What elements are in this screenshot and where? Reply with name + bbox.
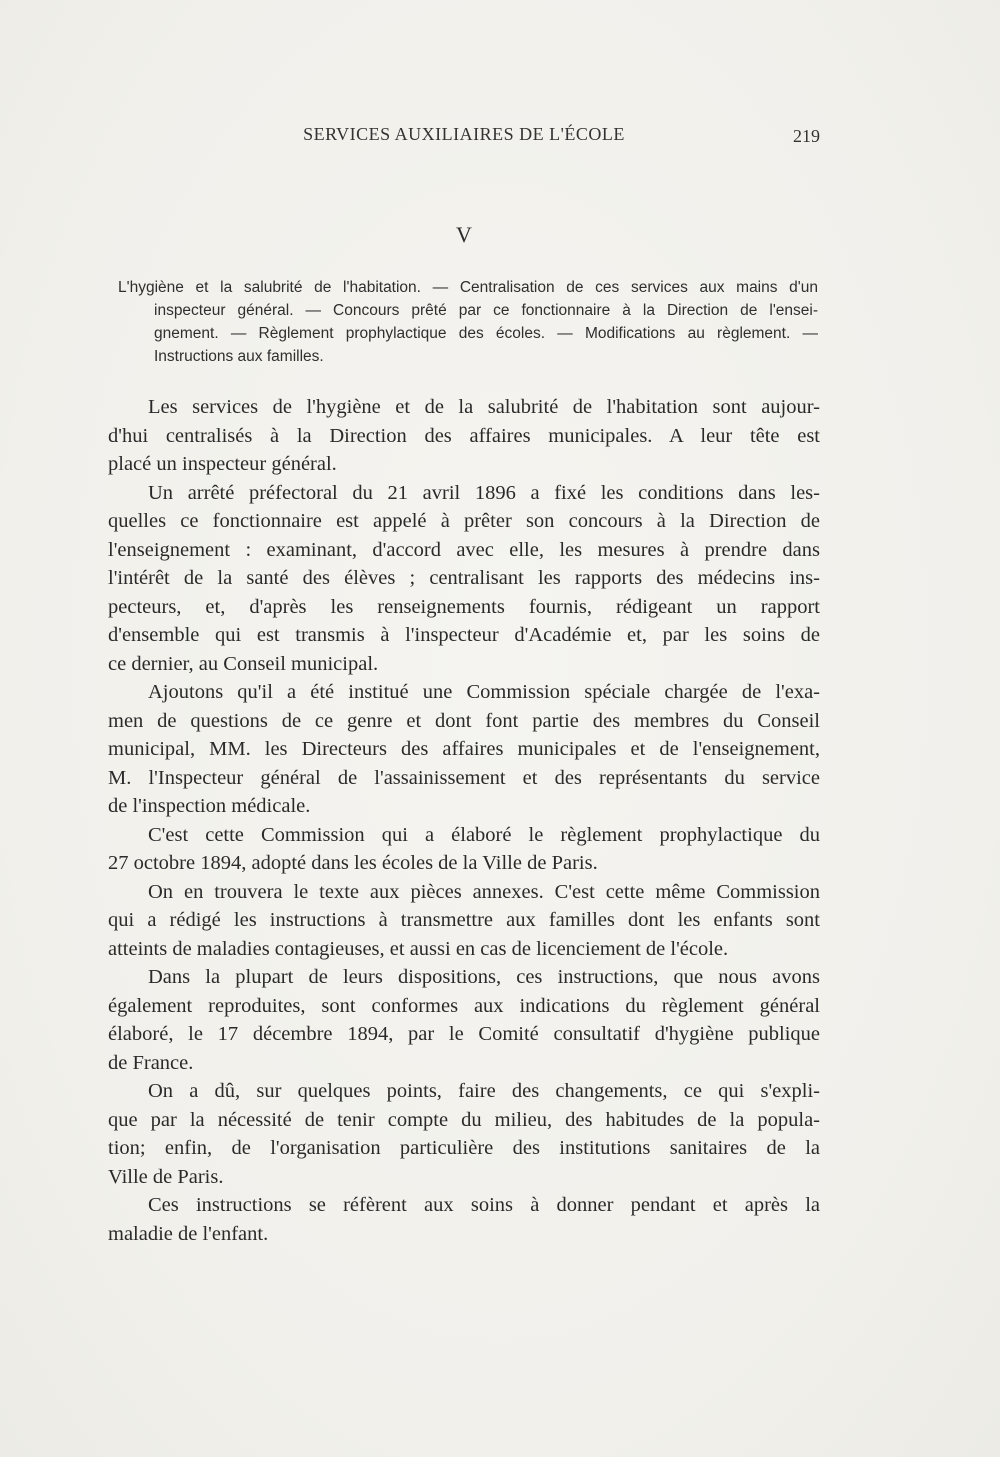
text-line: quelles ce fonctionnaire est appelé à prêter son concours à la Direction de	[108, 510, 820, 532]
text-line: Ville de Paris.	[108, 1165, 224, 1188]
body-text	[108, 393, 820, 1248]
paragraph	[108, 1077, 820, 1191]
text-line: que par la nécessité de tenir compte du milieu, des habitudes de la popula-	[108, 1108, 820, 1131]
paragraph	[108, 479, 820, 679]
section-summary	[118, 276, 818, 368]
paragraph	[108, 963, 820, 1077]
text-line: atteints de maladies contagieuses, et aussi en cas de licenciement de l'école.	[108, 937, 729, 960]
paragraph	[108, 1191, 820, 1248]
text-line: Ajoutons qu'il a été institué une Commission spéciale chargée de l'exa-	[148, 681, 820, 703]
summary-line: L'hygiène et la salubrité de l'habitation. — Centralisation de ces services aux mains d'un	[118, 279, 818, 296]
text-line: C'est cette Commission qui a élaboré le règlement prophylactique du	[148, 823, 820, 846]
summary-line: inspecteur général. — Concours prêté par ce fonctionnaire à la Direction de l'ensei-	[154, 302, 818, 319]
text-line: Les services de l'hygiène et de la salubrité de l'habitation sont aujour-	[148, 396, 820, 418]
text-line: l'intérêt de la santé des élèves ; centralisant les rapports des médecins ins-	[108, 567, 820, 589]
text-line: élaboré, le 17 décembre 1894, par le Comité consultatif d'hygiène publique	[108, 1023, 820, 1045]
text-line: placé un inspecteur général.	[108, 453, 337, 475]
paragraph	[108, 878, 820, 964]
text-line: maladie de l'enfant.	[108, 1222, 269, 1245]
text-line: ce dernier, au Conseil municipal.	[108, 652, 379, 675]
text-line: On en trouvera le texte aux pièces annexes. C'est cette même Commission	[148, 880, 820, 903]
section-numeral: V	[456, 222, 472, 247]
text-line: pecteurs, et, d'après les renseignements fournis, rédigeant un rapport	[108, 595, 820, 618]
text-line: M. l'Inspecteur général de l'assainissement et des représentants du service	[108, 766, 820, 789]
running-head	[108, 124, 820, 154]
text-line: men de questions de ce genre et dont font partie des membres du Conseil	[108, 709, 820, 732]
text-line: Ces instructions se réfèrent aux soins à donner pendant et après la	[148, 1194, 820, 1216]
paragraph	[108, 678, 820, 821]
text-line: l'enseignement : examinant, d'accord avec elle, les mesures à prendre dans	[108, 538, 820, 561]
text-line: tion; enfin, de l'organisation particulière des institutions sanitaires de la	[108, 1137, 820, 1159]
text-line: Un arrêté préfectoral du 21 avril 1896 a fixé les conditions dans les-	[148, 481, 820, 504]
text-line: Dans la plupart de leurs dispositions, ces instructions, que nous avons	[148, 966, 820, 988]
text-line: On a dû, sur quelques points, faire des changements, ce qui s'expli-	[148, 1080, 820, 1102]
paragraph	[108, 393, 820, 479]
text-line: de l'inspection médicale.	[108, 795, 311, 817]
text-line: municipal, MM. les Directeurs des affaires municipales et de l'enseignement,	[108, 738, 820, 760]
text-line: d'ensemble qui est transmis à l'inspecteur d'Académie et, par les soins de	[108, 624, 820, 646]
text-line: d'hui centralisés à la Direction des affaires municipales. A leur tête est	[108, 424, 820, 447]
text-line: 27 octobre 1894, adopté dans les écoles de la Ville de Paris.	[108, 852, 598, 874]
summary-line: gnement. — Règlement prophylactique des écoles. — Modifications au règlement. —	[154, 325, 818, 342]
summary-line: Instructions aux familles.	[154, 348, 324, 365]
page-number: 219	[793, 126, 820, 146]
text-line: qui a rédigé les instructions à transmettre aux familles dont les enfants sont	[108, 909, 820, 931]
running-title: SERVICES AUXILIAIRES DE L'ÉCOLE	[303, 124, 625, 144]
paragraph	[108, 821, 820, 878]
text-line: de France.	[108, 1051, 194, 1074]
text-line: également reproduites, sont conformes aux indications du règlement général	[108, 994, 820, 1017]
